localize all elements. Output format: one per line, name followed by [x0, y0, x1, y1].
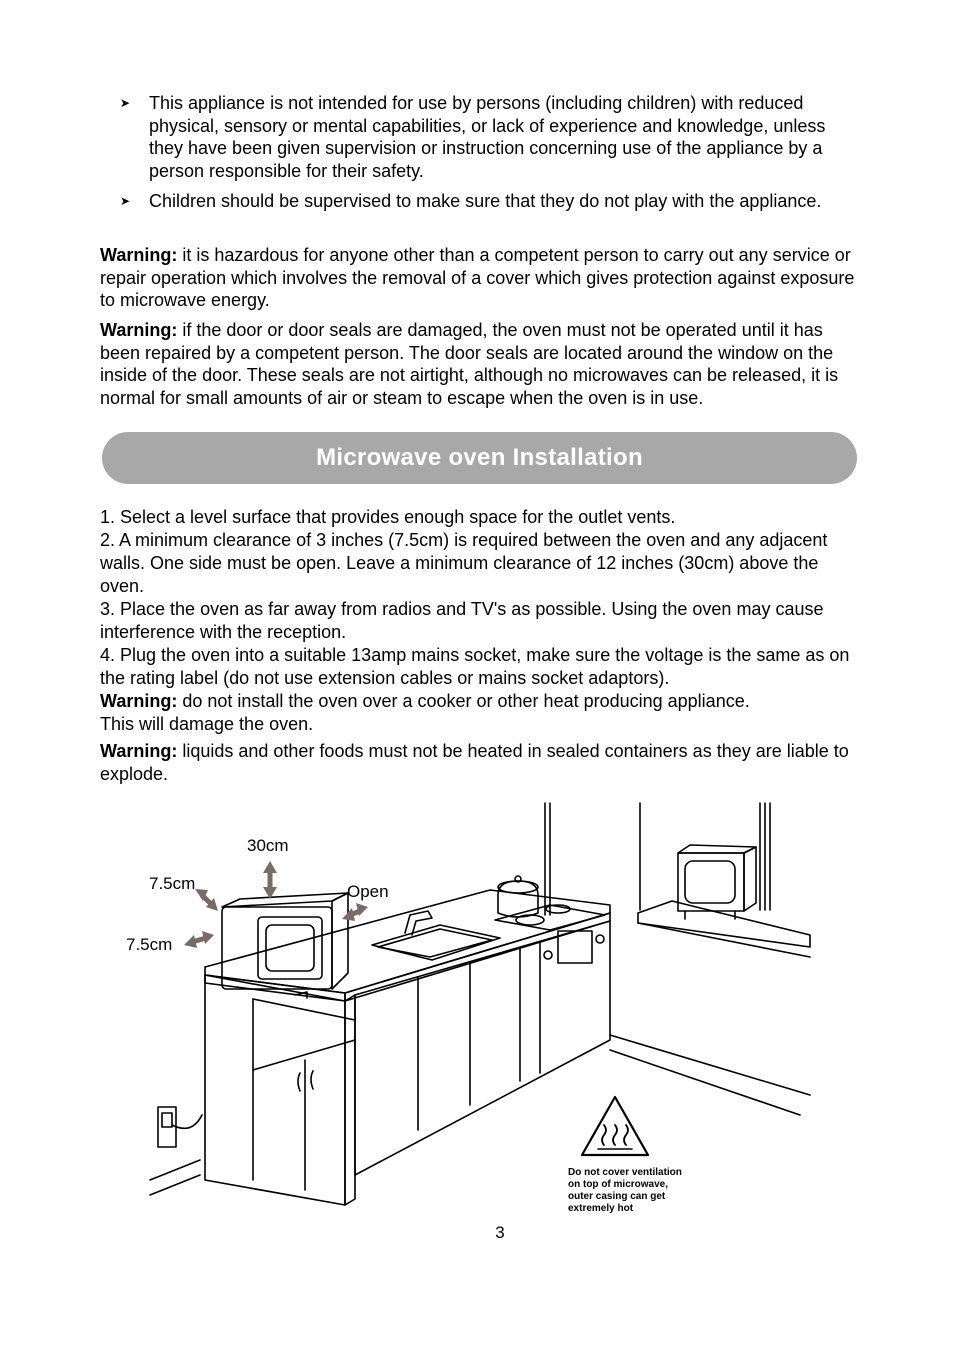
- caution-line: extremely hot: [568, 1203, 634, 1214]
- floor-line: [610, 1035, 810, 1095]
- warning-label: Warning:: [100, 245, 178, 265]
- step-item: 1. Select a level surface that provides enough space for the outlet vents.: [100, 507, 676, 527]
- installation-steps: [100, 506, 860, 786]
- bullet-item: [100, 92, 860, 182]
- warning-install: [100, 690, 860, 713]
- cooking-pot: [498, 881, 538, 917]
- caution-line: outer casing can get: [568, 1191, 666, 1202]
- label-30cm: 30cm: [247, 836, 289, 855]
- warning-label: Warning:: [100, 741, 178, 761]
- warning-sealed-containers: [100, 740, 860, 786]
- warning-label: Warning:: [100, 320, 178, 340]
- step-item: 2. A minimum clearance of 3 inches (7.5cm) is required between the oven and any adjacent walls. One side must be open. Leave a minimum clearance of 12 inches (30cm) above the oven.: [100, 530, 828, 596]
- warning-text: do not install the oven over a cooker or other heat producing appliance.: [182, 691, 750, 711]
- page-number: 3: [495, 1223, 505, 1242]
- warning-service: [100, 244, 860, 312]
- label-7-5cm-lower: 7.5cm: [126, 935, 173, 954]
- warning-text: it is hazardous for anyone other than a competent person to carry out any service or repair operation which involves the removal of a cover which gives protection against exposure to microwave energy.: [100, 245, 855, 310]
- warning-text: liquids and other foods must not be heated in sealed containers as they are liable to explode.: [100, 741, 849, 784]
- label-7-5cm-upper: 7.5cm: [149, 874, 196, 893]
- oven-knob: [544, 951, 552, 959]
- warning-label: Warning:: [100, 691, 178, 711]
- warning-text: if the door or door seals are damaged, the oven must not be operated until it has been repaired by a competent person. The door seals are located around the window on the inside of the door. These seals are not airtight, although no microwaves can be released, it is normal for small amounts of air or steam to escape when the oven is in use.: [100, 320, 839, 408]
- kitchen-installation-illustration: [110, 795, 830, 1225]
- section-title: Microwave oven Installation: [316, 443, 643, 471]
- caution-line: on top of microwave,: [568, 1179, 669, 1190]
- step-item: 4. Plug the oven into a suitable 13amp mains socket, make sure the voltage is the same as on the rating label (do not use extension cables or mains socket adaptors).: [100, 645, 850, 688]
- section-banner: [102, 432, 857, 484]
- step-item: 3. Place the oven as far away from radios and TV's as possible. Using the oven may cause interference with the reception.: [100, 599, 824, 642]
- warning-install-line2: This will damage the oven.: [100, 714, 314, 734]
- bullet-text: Children should be supervised to make sure that they do not play with the appliance.: [149, 191, 822, 211]
- arrow-head-icon: [263, 861, 277, 873]
- label-open: Open: [347, 882, 389, 901]
- caution-line: Do not cover ventilation: [568, 1167, 682, 1178]
- warning-door-seals: [100, 319, 860, 409]
- bullet-item: [100, 190, 860, 213]
- door-handle: [298, 1073, 300, 1091]
- bullet-text: This appliance is not intended for use by persons (including children) with reduced physical, sensory or mental capabilities, or lack of experience and knowledge, unless they have been given supervision or instruction concerning use of the appliance by a person responsible for their safety.: [149, 93, 826, 181]
- arrow-bullet-icon: ➤: [120, 96, 131, 110]
- safety-bullet-list: [100, 92, 860, 221]
- microwave-top: [222, 893, 348, 907]
- arrow-bullet-icon: ➤: [120, 194, 131, 208]
- microwave-cabinet: [205, 975, 345, 1205]
- caution-caption: [568, 1167, 708, 1215]
